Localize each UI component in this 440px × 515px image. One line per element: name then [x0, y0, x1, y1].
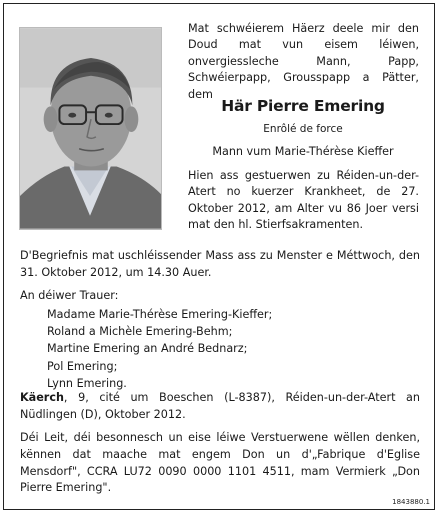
mourner-item: Pol Emering;: [47, 359, 118, 373]
death-text: Hien ass gestuerwen zu Réiden-un-der-Atert no kuerzer Krankheet, de 27. Oktober 2012, am Alter vu 86 Joer versi mat den hl. Stierfsakramenten.: [188, 169, 419, 232]
subtitle-enrolled: Enrôlé de force: [263, 123, 343, 135]
funeral-text: D'Begriefnis mat uschléissender Mass ass zu Menster e Méttwoch, den 31. Oktober 2012, um 14.30 Auer.: [20, 249, 420, 279]
donation-text: Déi Leit, déi besonnesch un eise léiwe Verstuerwene wëllen denken, kënnen dat maache mat engem Don un d'„Fabrique d'Eglise Mensdorf", CCRA LU72 0090 0000 1101 4511, mam Vermierk „Don Pierre Emering".: [20, 431, 420, 495]
mourner-item: Roland a Michèle Emering-Behm;: [47, 325, 233, 339]
reference-number: 1843880.1: [392, 498, 430, 506]
intro-text: Mat schwéierem Häerz deele mir den Doud mat vun eisem léiwen, onvergiessleche Mann, Papp, Schwéierpapp, Grousspapp a Pätter, dem: [188, 22, 419, 101]
mourners-label: An déiwer Trauer:: [20, 289, 119, 302]
address-rest: , 9, cité um Boeschen (L-8387), Réiden-un-der-Atert an Nüdlingen (D), Oktober 2012.: [20, 391, 420, 421]
deceased-name: Här Pierre Emering: [221, 97, 385, 115]
mourner-item: Martine Emering an André Bednarz;: [47, 342, 248, 356]
address-town: Käerch: [20, 391, 64, 404]
mourner-item: Madame Marie-Thérèse Emering-Kieffer;: [47, 308, 273, 321]
mourners-list: [47, 306, 417, 392]
mourner-item: Lynn Emering.: [47, 376, 127, 390]
subtitle-spouse: Mann vum Marie-Thérèse Kieffer: [212, 145, 394, 158]
address-text: [20, 390, 420, 424]
portrait-photo: [19, 27, 162, 230]
